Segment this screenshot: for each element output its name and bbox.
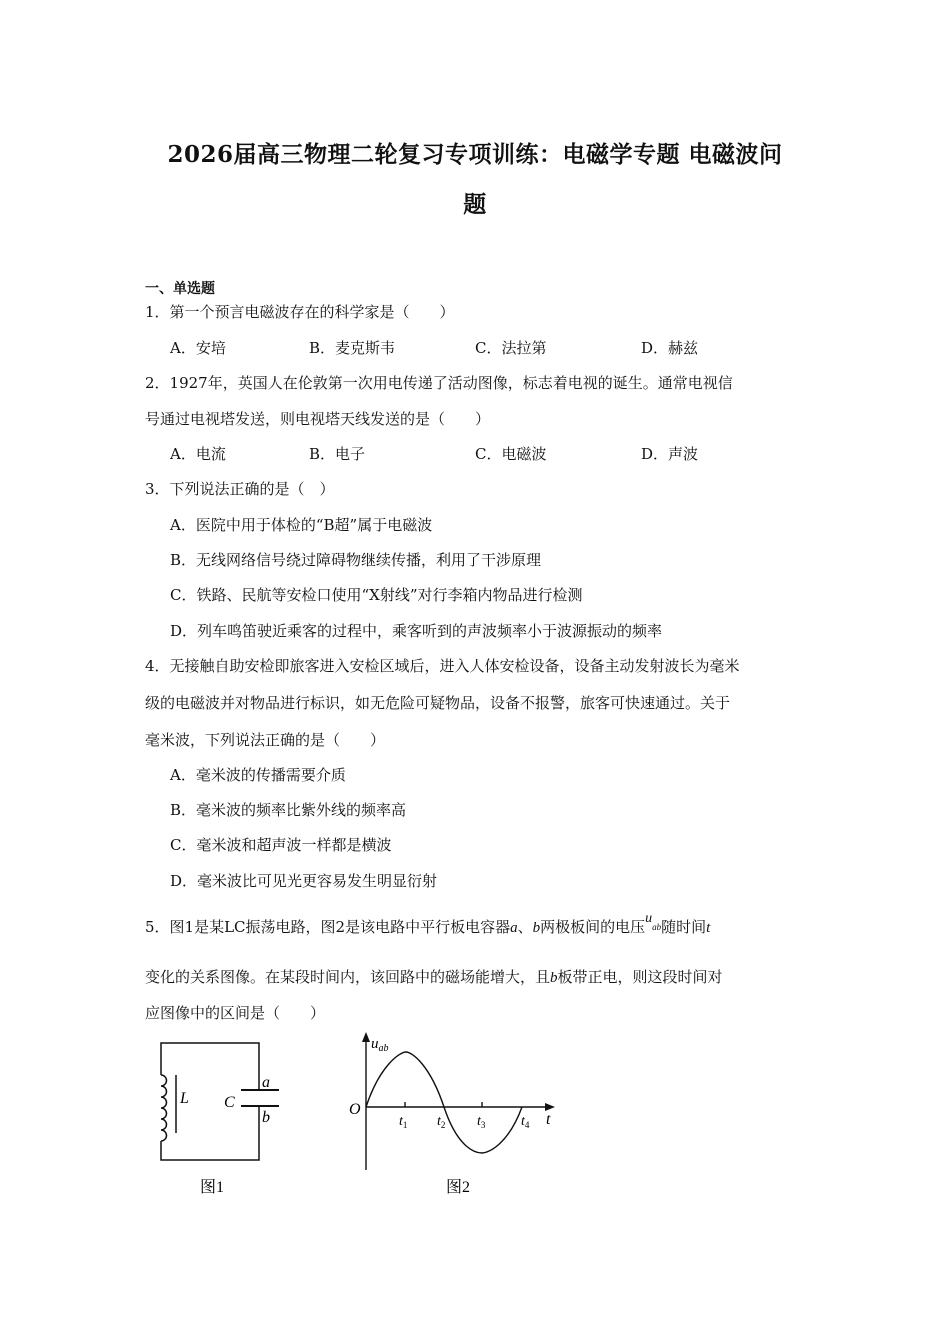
var-t: t (706, 920, 711, 936)
q2-option-c: C．电磁波 (475, 445, 547, 463)
section-heading: 一、单选题 (145, 281, 215, 297)
q1-option-c: C．法拉第 (475, 339, 547, 357)
var-u-sub: ab (652, 922, 662, 932)
page-title (150, 130, 800, 230)
figure-1-lc-circuit (145, 1035, 295, 1205)
axis-label-u: $u_{ab}$ (371, 1036, 389, 1054)
title-line-1: 2026届高三物理二轮复习专项训练：电磁学专题 电磁波问 (167, 141, 783, 168)
var-b-2: b (550, 970, 558, 986)
q3-option-c: C．铁路、民航等安检口使用“X射线”对行李箱内物品进行检测 (170, 586, 583, 604)
figure-1-caption: 图1 (200, 1179, 225, 1196)
tick-label-t2: $t_2$ (437, 1114, 446, 1130)
origin-label: O (349, 1101, 361, 1118)
q4-option-c: C．毫米波和超声波一样都是横波 (170, 836, 392, 854)
q5-sep: 、 (517, 918, 533, 936)
title-line-2: 题 (463, 191, 487, 218)
q1-stem: 1．第一个预言电磁波存在的科学家是（ ） (145, 303, 455, 321)
y-axis-arrow-icon (362, 1032, 370, 1042)
tick-label-t3: $t_3$ (477, 1114, 486, 1130)
q2-option-d: D．声波 (641, 445, 699, 463)
q3-stem: 3．下列说法正确的是（ ） (145, 480, 335, 498)
q4-option-a: A．毫米波的传播需要介质 (170, 766, 346, 784)
var-a: a (510, 920, 518, 936)
q3-option-b: B．无线网络信号绕过障碍物继续传播，利用了干涉原理 (170, 551, 542, 569)
q2-option-b: B．电子 (309, 445, 366, 463)
label-C: C (224, 1094, 235, 1111)
q2-line-2: 号通过电视塔发送，则电视塔天线发送的是（ ） (145, 410, 491, 428)
q2-option-a: A．电流 (170, 445, 226, 463)
tick-label-t1: $t_1$ (399, 1114, 408, 1130)
var-u: u (645, 911, 653, 926)
q5-line-3: 应图像中的区间是（ ） (145, 1004, 326, 1022)
q3-option-d: D．列车鸣笛驶近乘客的过程中，乘客听到的声波频率小于波源振动的频率 (170, 622, 663, 640)
var-b: b (532, 920, 541, 936)
q4-option-d: D．毫米波比可见光更容易发生明显衍射 (170, 872, 438, 890)
q4-line-1: 4．无接触自助安检即旅客进入安检区域后，进入人体安检设备，设备主动发射波长为毫米 (145, 657, 740, 675)
q1-option-a: A．安培 (170, 339, 226, 357)
axis-label-t: t (546, 1111, 551, 1128)
label-L: L (180, 1090, 189, 1107)
x-axis-arrow-icon (545, 1103, 555, 1111)
q2-line-1: 2．1927年，英国人在伦敦第一次用电传递了活动图像，标志着电视的诞生。通常电视信 (145, 374, 733, 392)
q5-text-3: 随时间 (661, 918, 707, 936)
q5-text-2: 两极板间的电压 (540, 918, 646, 936)
inductor-coil-icon (161, 1075, 167, 1141)
q4-option-b: B．毫米波的频率比紫外线的频率高 (170, 801, 407, 819)
q5-line-1 (145, 911, 711, 939)
voltage-sine-curve (366, 1052, 522, 1153)
q5-text-4: 变化的关系图像。在某段时间内，该回路中的磁场能增大，且 (145, 968, 551, 986)
figure-2-caption: 图2 (446, 1179, 471, 1196)
tick-label-t4: $t_4$ (521, 1114, 530, 1130)
q1-option-d: D．赫兹 (641, 339, 699, 357)
q5-text-5: 板带正电，则这段时间对 (557, 968, 723, 986)
q1-option-b: B．麦克斯韦 (309, 339, 396, 357)
q5-line-2 (145, 967, 723, 988)
q3-option-a: A．医院中用于体检的“B超”属于电磁波 (170, 516, 433, 534)
figure-2-voltage-graph (340, 1030, 570, 1205)
label-b: b (262, 1109, 270, 1126)
q4-line-2: 级的电磁波并对物品进行标识，如无危险可疑物品，设备不报警，旅客可快速通过。关于 (145, 694, 731, 712)
q5-text-1: 5．图1是某LC振荡电路，图2是该电路中平行板电容器 (145, 918, 511, 936)
label-a: a (262, 1074, 270, 1091)
q4-line-3: 毫米波，下列说法正确的是（ ） (145, 731, 386, 749)
